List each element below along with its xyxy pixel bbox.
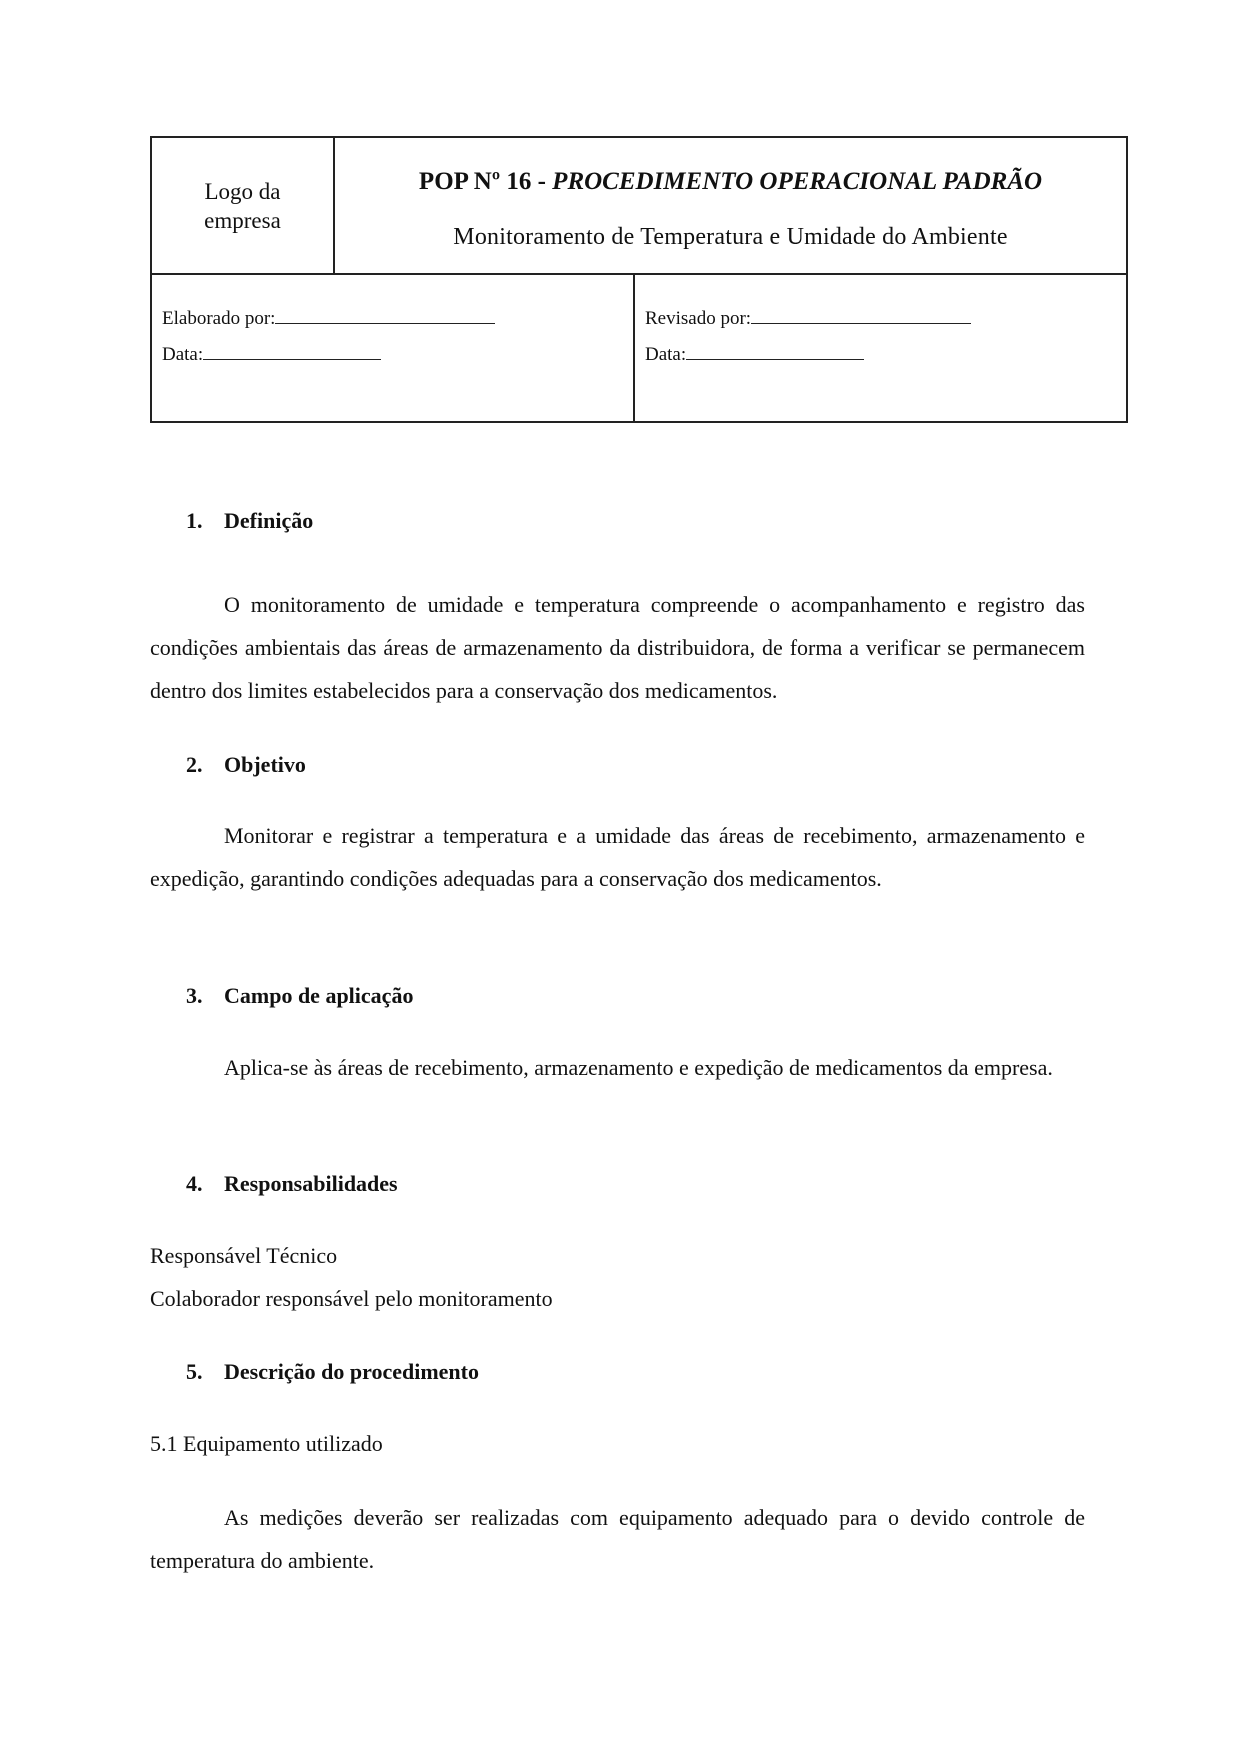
- company-logo-placeholder: [152, 138, 335, 273]
- document-subtitle: Monitoramento de Temperatura e Umidade do Ambiente: [453, 224, 1008, 250]
- section-heading-3: 3. Campo de aplicação: [186, 983, 414, 1008]
- revisado-blank-line: [751, 305, 971, 324]
- section-text-2: Monitorar e registrar a temperatura e a umidade das áreas de recebimento, armazenamento e expedição, garantindo condições adequadas para a conservação dos medicamentos.: [150, 823, 1085, 891]
- responsibility-item-2: Colaborador responsável pelo monitoramento: [150, 1286, 553, 1311]
- revisado-cell: [635, 275, 1126, 421]
- elaborado-cell: [152, 275, 635, 421]
- section-text-3: Aplica-se às áreas de recebimento, armazenamento e expedição de medicamentos da empresa.: [224, 1055, 1053, 1080]
- responsibility-item-1: Responsável Técnico: [150, 1243, 338, 1268]
- section-text-5: As medições deverão ser realizadas com equipamento adequado para o devido controle de temperatura do ambiente.: [150, 1505, 1085, 1573]
- title-italic: PROCEDIMENTO OPERACIONAL PADRÃO: [552, 168, 1043, 195]
- header-approval-row: [152, 275, 1126, 421]
- section-text-1: O monitoramento de umidade e temperatura compreende o acompanhamento e registro das condições ambientais das áreas de armazenamento da distribuidora, de forma a verificar se permanecem dentro dos limites estabelecidos para a conservação dos medicamentos.: [150, 592, 1085, 703]
- subsection-heading-5-1: 5.1 Equipamento utilizado: [150, 1431, 383, 1456]
- document-title: [335, 168, 1126, 196]
- data-label-left: Data:: [162, 344, 204, 365]
- logo-line-2: empresa: [204, 207, 281, 233]
- section-heading-2: 2. Objetivo: [186, 752, 306, 777]
- revisado-label: Revisado por:: [645, 308, 752, 329]
- data-left-blank-line: [203, 341, 381, 360]
- section-heading-4: 4. Responsabilidades: [186, 1171, 398, 1196]
- data-label-right: Data:: [645, 344, 687, 365]
- section-heading-1: 1. Definição: [186, 508, 314, 533]
- elaborado-blank-line: [275, 305, 495, 324]
- document-title-cell: [335, 138, 1126, 273]
- header-table: [150, 136, 1128, 423]
- section-heading-5: 5. Descrição do procedimento: [186, 1359, 479, 1384]
- title-prefix: POP Nº 16 -: [418, 168, 553, 195]
- logo-line-1: Logo da: [204, 178, 281, 204]
- data-right-blank-line: [686, 341, 864, 360]
- header-top-row: [152, 138, 1126, 275]
- elaborado-label: Elaborado por:: [162, 308, 276, 329]
